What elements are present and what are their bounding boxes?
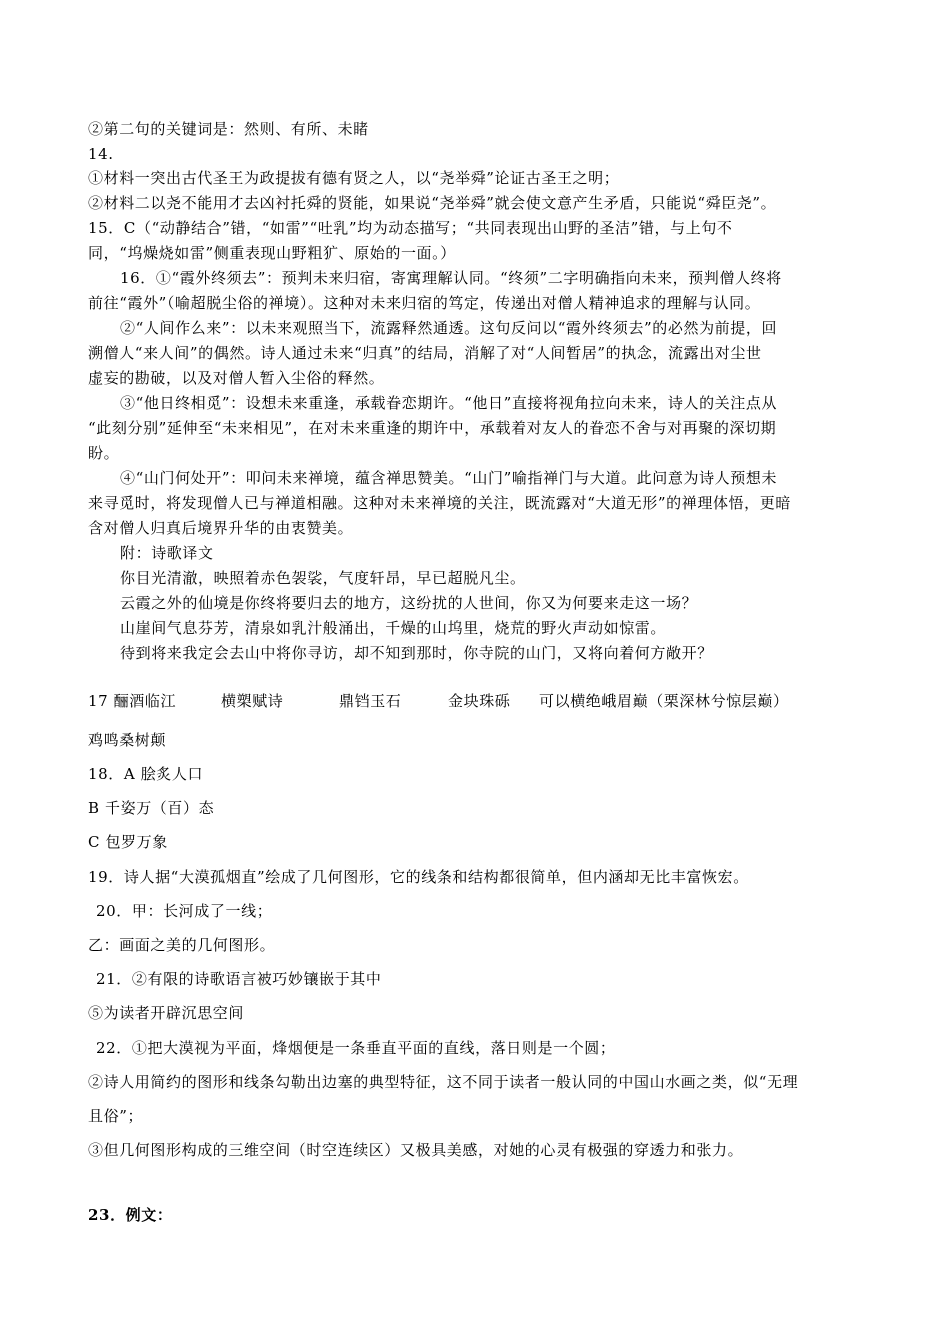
q17-answers: [88, 691, 888, 711]
question-number: 14.: [88, 145, 114, 163]
answer-line: ①材料一突出古代圣王为政提拔有德有贤之人，以“尧举舜”论证古圣王之明；: [88, 169, 620, 187]
answer-line: ③“他日终相觅”：设想未来重逢，承载眷恋期许。“他日”直接将视角拉向未来，诗人的关注点从: [120, 394, 778, 412]
q22-answer: ③但几何图形构成的三维空间（时空连续区）又极具美感，对她的心灵有极强的穿透力和张力。: [88, 1141, 744, 1159]
q18-answer: 18．A 脍炙人口: [88, 765, 204, 783]
q17-item: 金块珠砾: [448, 692, 511, 710]
answer-line: 同，“坞燥烧如雷”侧重表现山野粗犷、原始的一面。）: [88, 244, 456, 262]
q17-item: 横槊赋诗: [221, 692, 284, 710]
answer-line: 虚妄的勘破，以及对僧人暂入尘俗的释然。: [88, 369, 385, 387]
q23-heading: 23．例文：: [88, 1206, 173, 1224]
answer-line: 15．C（“动静结合”错，“如雷”“吐乳”均为动态描写；“共同表现出山野的圣洁”错，与上句不: [88, 219, 733, 237]
answer-line: ②材料二以尧不能用才去凶衬托舜的贤能，如果说“尧举舜”就会使文意产生矛盾，只能说“舜臣尧”。: [88, 194, 777, 212]
q19-answer: 19．诗人据“大漠孤烟直”绘成了几何图形，它的线条和结构都很简单，但内涵却无比丰富恢宏。: [88, 868, 749, 886]
answer-line: ②第二句的关键词是：然则、有所、未睹: [88, 120, 369, 138]
q17-continued: 鸡鸣桑树颠: [88, 731, 167, 749]
translation-line: 待到将来我定会去山中将你寻访，却不知到那时，你寺院的山门，又将向着何方敞开？: [120, 644, 713, 662]
q22-answer: 且俗”；: [88, 1107, 144, 1125]
q21-answer: ⑤为读者开辟沉思空间: [88, 1004, 245, 1022]
translation-line: 云霞之外的仙境是你终将要归去的地方，这纷扰的人世间，你又为何要来走这一场？: [120, 594, 698, 612]
q17-item: 17 酾酒临江: [88, 692, 177, 710]
answer-line: 含对僧人归真后境界升华的由衷赞美。: [88, 519, 354, 537]
q21-answer: 21．②有限的诗歌语言被巧妙镶嵌于其中: [96, 970, 382, 988]
translation-heading: 附：诗歌译文: [120, 544, 214, 562]
answer-line: ④“山门何处开”：叩问未来禅境，蕴含禅思赞美。“山门”喻指禅门与大道。此问意为诗人预想未: [120, 469, 778, 487]
answer-line: 前往“霞外”（喻超脱尘俗的禅境）。这种对未来归宿的笃定，传递出对僧人精神追求的理解与认同。: [88, 294, 761, 312]
q17-item: 可以横绝峨眉巅（栗深林兮惊层巅）: [539, 692, 789, 710]
translation-line: 山崖间气息芬芳，清泉如乳汁般涌出，千燥的山坞里，烧荒的野火声动如惊雷。: [120, 619, 667, 637]
q20-answer: 20．甲：长河成了一线；: [96, 902, 273, 920]
answer-line: 溯僧人“来人间”的偶然。诗人通过未来“归真”的结局，消解了对“人间暂居”的执念，流露出对尘世: [88, 344, 762, 362]
q22-answer: 22．①把大漠视为平面，烽烟便是一条垂直平面的直线，落日则是一个圆；: [96, 1039, 616, 1057]
answer-line: ②“人间作么来”：以未来观照当下，流露释然通透。这句反问以“霞外终须去”的必然为前提，回: [120, 319, 778, 337]
q17-item: 鼎铛玉石: [339, 692, 402, 710]
answer-line: 来寻觅时，将发现僧人已与禅道相融。这种对未来禅境的关注，既流露对“大道无形”的禅理体悟，更暗: [88, 494, 791, 512]
answer-line: “此刻分别”延伸至“未来相见”，在对未来重逢的期许中，承载着对友人的眷恋不舍与对再聚的深切期: [88, 419, 777, 437]
answer-line: 16．①“霞外终须去”：预判未来归宿，寄寓理解认同。“终须”二字明确指向未来，预判僧人终将: [120, 269, 782, 287]
answer-line: 盼。: [88, 444, 120, 462]
q18-answer: B 千姿万（百）态: [88, 799, 215, 817]
translation-line: 你目光清澈，映照着赤色袈裟，气度轩昂，早已超脱凡尘。: [120, 569, 526, 587]
q22-answer: ②诗人用简约的图形和线条勾勒出边塞的典型特征，这不同于读者一般认同的中国山水画之类，似“无理: [88, 1073, 799, 1091]
q18-answer: C 包罗万象: [88, 833, 168, 851]
q20-answer: 乙：画面之美的几何图形。: [88, 936, 276, 954]
